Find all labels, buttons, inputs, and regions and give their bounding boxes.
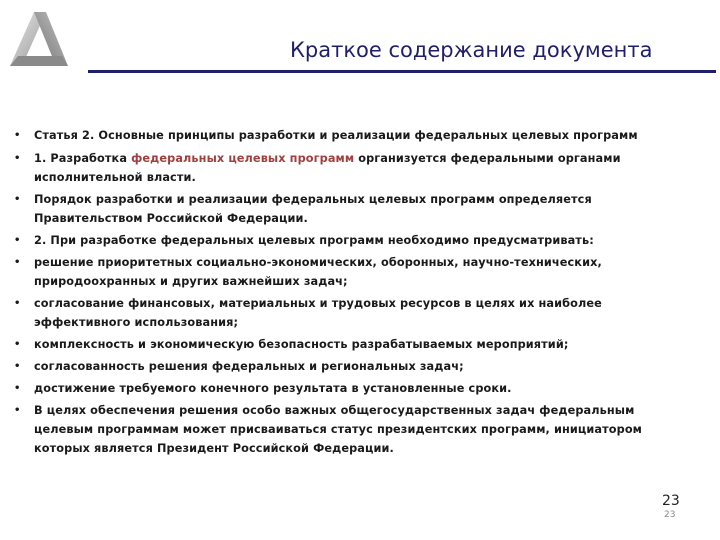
- page-number-small: 23: [664, 510, 676, 520]
- list-item: [14, 335, 654, 354]
- page-title: Краткое содержание документа: [290, 38, 653, 62]
- list-item-text: согласование финансовых, материальных и трудовых ресурсов в целях их наиболее эффективного использования;: [34, 297, 602, 329]
- list-item-text: Порядок разработки и реализации федеральных целевых программ определяется Правительством Российской Федерации.: [34, 193, 592, 225]
- list-item-text: согласованность решения федеральных и региональных задач;: [34, 360, 464, 373]
- bullet-icon: •: [14, 257, 21, 268]
- highlighted-term: федеральных целевых программ: [131, 152, 355, 165]
- bullet-icon: •: [14, 153, 21, 164]
- list-item-text: В целях обеспечения решения особо важных общегосударственных задач федеральным целевым программам может присваиваться статус президентских программ, инициатором которых является Президент Российской Федерации.: [34, 404, 643, 455]
- bullet-icon: •: [14, 361, 21, 372]
- bullet-icon: •: [14, 405, 21, 416]
- list-item: [14, 401, 654, 458]
- list-item: [14, 190, 654, 228]
- bullet-icon: •: [14, 298, 21, 309]
- title-divider: [88, 70, 716, 73]
- list-item: [14, 294, 654, 332]
- bullet-icon: •: [14, 339, 21, 350]
- list-item-text: организуется федеральными органами исполнительной власти.: [34, 152, 621, 184]
- list-item-text: комплексность и экономическую безопасность разрабатываемых мероприятий;: [34, 338, 569, 351]
- list-item-text: Статья 2. Основные принципы разработки и реализации федеральных целевых программ: [34, 129, 638, 142]
- list-item: [14, 128, 654, 143]
- bullet-icon: •: [14, 383, 21, 394]
- impossible-triangle-icon: [4, 4, 72, 72]
- bullet-list: [14, 128, 654, 461]
- list-item-text: 2. При разработке федеральных целевых программ необходимо предусматривать:: [34, 234, 594, 247]
- list-item: [14, 379, 654, 398]
- bullet-icon: •: [14, 194, 21, 205]
- page-number: 23: [662, 493, 680, 509]
- bullet-icon: •: [14, 235, 21, 246]
- list-item: [14, 357, 654, 376]
- list-item-text: решение приоритетных социально-экономических, оборонных, научно-технических, природоохранных и других важнейших задач;: [34, 256, 602, 288]
- list-item: [14, 231, 654, 250]
- list-item-text: достижение требуемого конечного результата в установленные сроки.: [34, 382, 512, 395]
- list-item: [14, 253, 654, 291]
- list-item-text: 1. Разработка: [34, 152, 132, 165]
- list-item: [14, 149, 654, 187]
- bullet-icon: •: [14, 130, 21, 141]
